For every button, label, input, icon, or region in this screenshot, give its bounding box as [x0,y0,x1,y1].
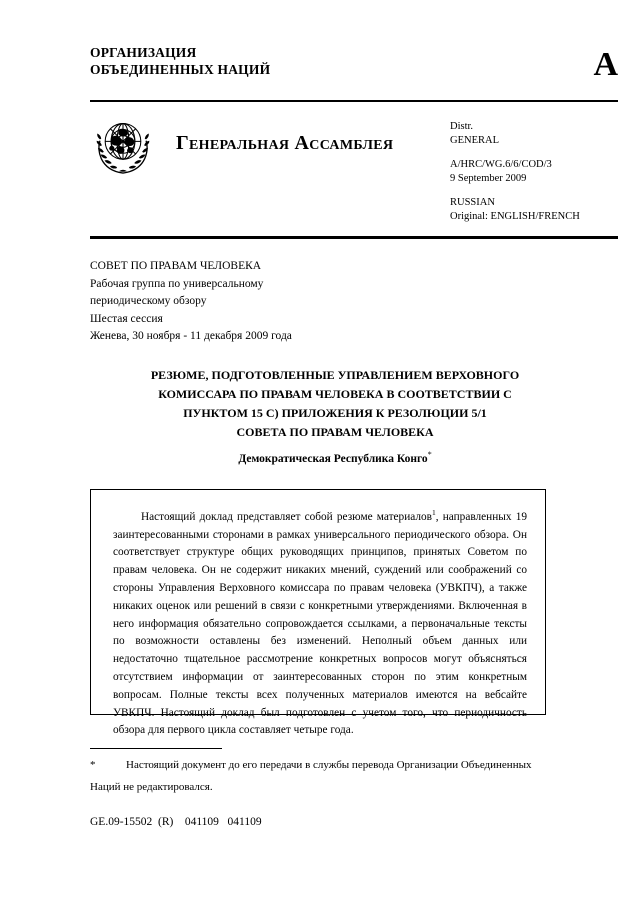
abstract-box [90,489,546,737]
organization-name-line-1: ОРГАНИЗАЦИЯ [90,45,197,60]
distribution-block [450,120,580,223]
symbol-group [450,158,580,185]
organization-name-line-2: ОБЪЕДИНЕННЫХ НАЦИЙ [90,62,271,77]
distribution-label: Distr. [450,121,474,132]
page-title-line-2: КОМИССАРА ПО ПРАВАМ ЧЕЛОВЕКА В СООТВЕТСТВИИ С [158,387,512,401]
emblem-row [90,114,618,229]
document-date: 9 September 2009 [450,172,527,184]
distribution-value: GENERAL [450,134,499,146]
footnote [90,757,540,796]
distribution-group [450,120,580,147]
page-title-line-1: РЕЗЮМЕ, ПОДГОТОВЛЕННЫЕ УПРАВЛЕНИЕМ ВЕРХОВНОГО [150,368,520,382]
page-title [90,366,580,442]
abstract-part-1: Настоящий доклад представляет собой резюме материалов [141,510,432,523]
masthead [90,44,618,83]
session-number: Шестая сессия [90,312,163,325]
abstract-footnote-marker: 1 [431,508,436,517]
page-title-line-4: СОВЕТА ПО ПРАВАМ ЧЕЛОВЕКА [236,425,434,439]
document-reference-code: GE.09-15502 (R) 041109 041109 [90,816,262,828]
page-title-line-3: ПУНКТОМ 15 С) ПРИЛОЖЕНИЯ К РЕЗОЛЮЦИИ 5/1 [183,406,487,420]
abstract-text [91,490,545,740]
document-series-letter: A [593,46,618,83]
masthead-divider-rule [90,100,618,102]
language-group [450,196,580,223]
footnote-text: Настоящий документ до его передачи в службы перевода Организации Объединенных Наций не редактировался. [90,759,532,793]
abstract-part-2: , направленных 19 заинтересованными сторонами в рамках универсального периодического обзора. Он соответствует структуре общих руководящих принципов, принятых Советом по правам человека. Он не содержит никаких мнений, суждений или соображений со стороны Управления Верховного комиссара по правам человека (УВКПЧ), а также никаких оценок или решений в связи с конкретными утверждениями. Включенная в него информация обязательно сопровождается ссылками, а первоначальные тексты по возможности оставлены без изменений. Неполный объем данных или недостаточно тщательное рассмотрение конкретных вопросов могут объясняться отсутствием информации от заинтересованных сторон по этим конкретным вопросам. Полные тексты всех полученных материалов имеются на вебсайте УВКПЧ. Настоящий доклад был подготовлен с учетом того, что периодичность обзора для первого цикла составляет четыре года. [113,510,527,737]
document-language: RUSSIAN [450,197,495,208]
country-name: Демократическая Республика Конго [238,452,428,465]
session-venue-dates: Женева, 30 ноября - 11 декабря 2009 года [90,330,292,342]
country-footnote-marker: * [427,450,432,459]
council-session-block [90,258,292,346]
general-assembly-title: Генеральная Ассамблея [176,132,394,154]
document-original-language: Original: ENGLISH/FRENCH [450,210,580,222]
footnote-separator-rule [90,748,222,749]
footnote-marker: * [90,759,96,771]
header-divider-rule [90,236,618,239]
working-group-line-2: периодическому обзору [90,295,207,307]
council-name: СОВЕТ ПО ПРАВАМ ЧЕЛОВЕКА [90,260,262,272]
un-emblem-icon [90,115,156,177]
organization-name [90,44,618,78]
country-subtitle [90,450,580,465]
document-symbol: A/HRC/WG.6/6/COD/3 [450,159,552,170]
working-group-line-1: Рабочая группа по универсальному [90,277,264,290]
